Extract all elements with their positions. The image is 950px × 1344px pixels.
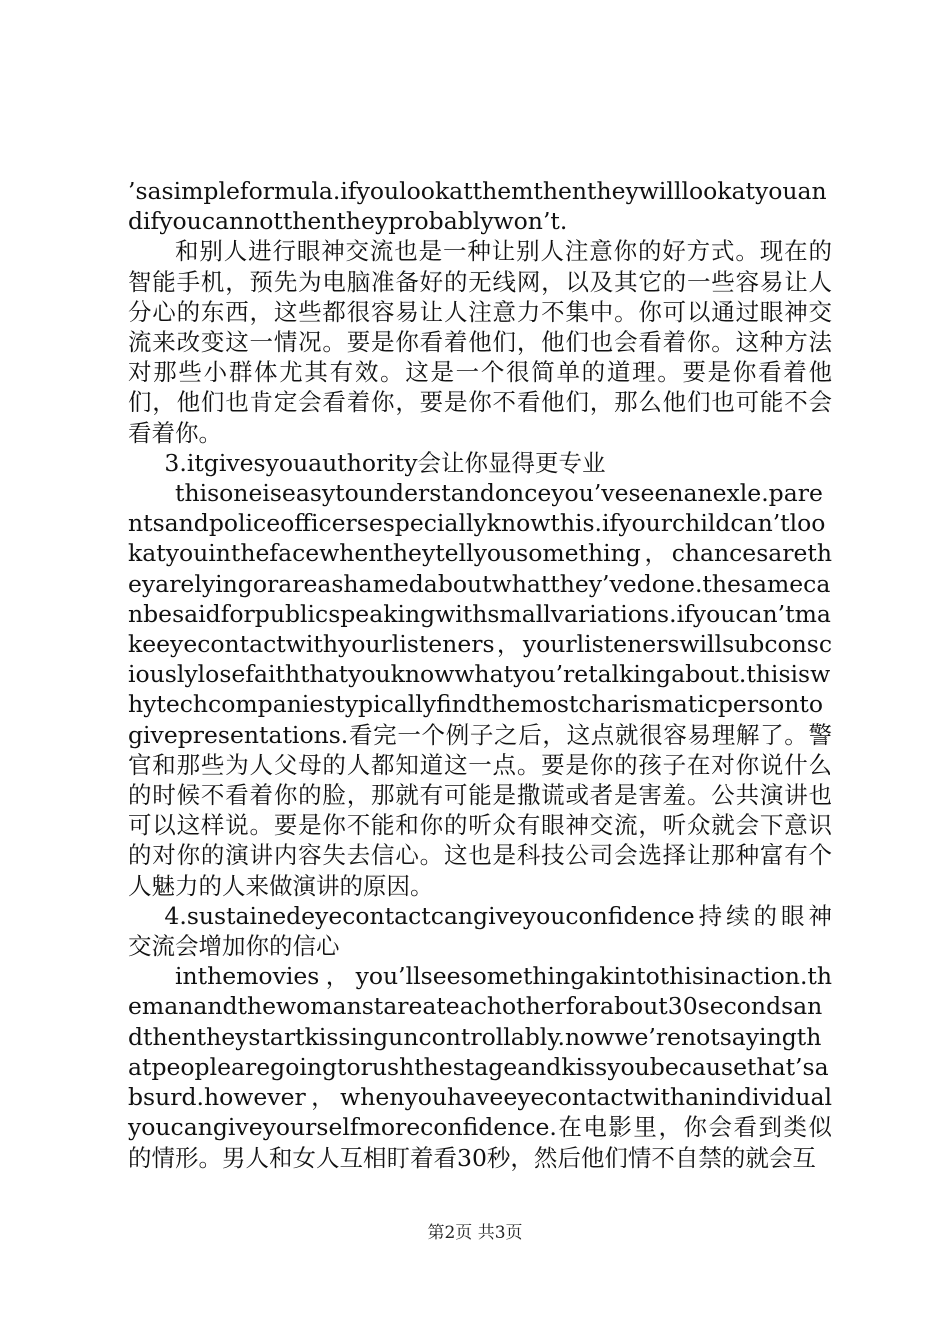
section-heading-authority: 3.itgivesyouauthority会让你显得更专业	[164, 448, 606, 477]
paragraph-eye-contact-attention: 和别人进行眼神交流也是一种让别人注意你的好方式。现在的智能手机，预先为电脑准备好的无线网，以及其它的一些容易让人分心的东西，这些都很容易让人注意力不集中。你可以通过眼神交流来改变这一情况。要是你看着他们，他们也会看着你。这种方法对那些小群体尤其有效。这是一个很简单的道理。要是你看着他们，他们也肯定会看着你，要是你不看他们，那么他们也可能不会看着你。	[128, 237, 832, 447]
paragraph-continuation: ’sasimpleformula.ifyoulookatthemthentheywilllookatyouandifyoucannotthentheyprobablywon’t.	[128, 177, 827, 236]
section-heading-confidence: 4.sustainedeyecontactcangiveyouconfidence持续的眼神交流会增加你的信心	[128, 901, 832, 961]
paragraph-confidence: inthemovies，you’llseesomethingakintothisinaction.themanandthewomanstareateachotherforabout30secondsandthentheystartkissinguncontrollably.nowwe’renotsayingthatpeoplearegoingtorushthestageandkissyoubecausethat’sabsurd.however，whenyouhaveeyecontactwithanindividualyoucangiveyourselfmoreconfidence.在电影里，你会看到类似的情形。男人和女人互相盯着看30秒，然后他们情不自禁的就会互	[128, 962, 832, 1172]
paragraph-authority: thisoneiseasytounderstandonceyou’veseenanexle.parentsandpoliceofficersespeciallyknowthis.ifyourchildcan’tlookatyouinthefacewhentheytellyousomething，chancesaretheyarelyingorareashamedaboutwhatthey’vedone.thesamecanbesaidforpublicspeakingwithsmallvariations.ifyoucan’tmakeeyecontactwithyourlisteners，yourlistenerswillsubconsciouslylosefaiththatyouknowwhatyou’retalkingabout.thisiswhytechcompaniestypicallyfindthemostcharismaticpersontogivepresentations.看完一个例子之后，这点就很容易理解了。警官和那些为人父母的人都知道这一点。要是你的孩子在对你说什么的时候不看着你的脸，那就有可能是撒谎或者是害羞。公共演讲也可以这样说。要是你不能和你的听众有眼神交流，听众就会下意识的对你的演讲内容失去信心。这也是科技公司会选择让那种富有个人魅力的人来做演讲的原因。	[128, 479, 832, 900]
document-body	[128, 176, 832, 1173]
page-footer: 第2页 共3页	[427, 1223, 523, 1243]
